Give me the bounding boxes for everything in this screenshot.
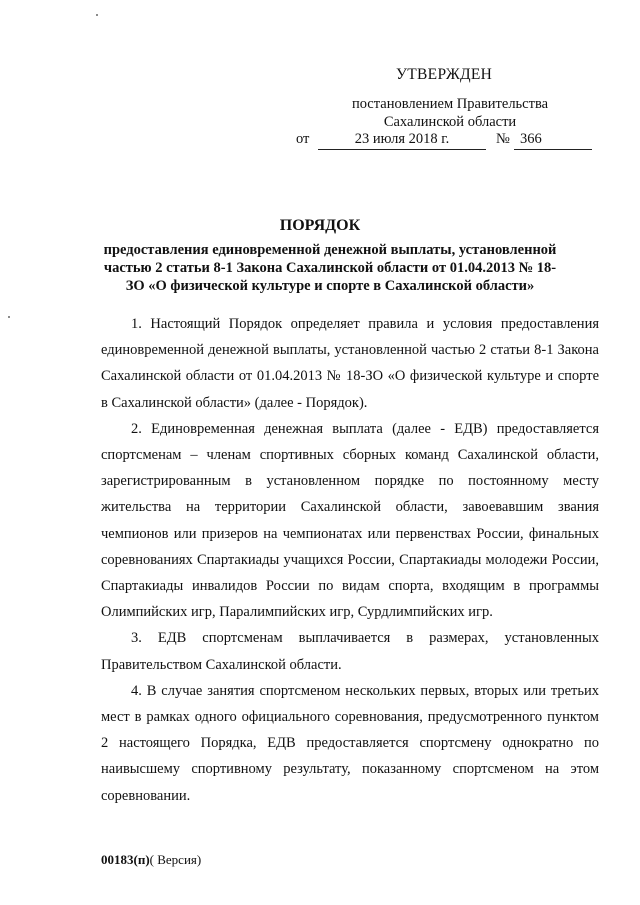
footer-doc-code: 00183(п) [101,852,150,867]
document-subtitle: предоставления единовременной денежной выплаты, установленной частью 2 статьи 8-1 Закона Сахалинской области от 01.04.2013 № 18-ЗО «О физической культуре и спорте в Сахалинской области» [103,242,557,294]
footer-version: ( Версия) [149,852,202,867]
number-label: № [496,131,510,147]
paragraph-3: 3. ЕДВ спортсменам выплачивается в размерах, установленных Правительством Сахалинской области. [101,630,599,673]
paragraph-1: 1. Настоящий Порядок определяет правила и условия предоставления единовременной денежной выплаты, установленной частью 2 статьи 8-1 Закона Сахалинской области от 01.04.2013 № 18-ЗО «О физической культуре и спорте в Сахалинской области» (далее - Порядок). [101,316,599,411]
scan-speck [8,316,10,318]
paragraph-4: 4. В случае занятия спортсменом нескольких первых, вторых или третьих мест в рамках одного официального соревнования, предусмотренного пунктом 2 настоящего Порядка, ЕДВ предоставляется спортсмену однократно по наивысшему спортивному результату, показанному спортсменом на этом соревновании. [101,682,599,804]
approval-date-row [296,131,596,151]
document-title: ПОРЯДОК [279,217,361,234]
scan-speck [96,14,98,16]
approval-line-1: постановлением Правительства [351,96,549,112]
approval-title: УТВЕРЖДЕН [396,66,493,83]
approval-date: 23 июля 2018 г. [318,131,486,150]
approval-number: 366 [514,131,592,150]
from-label: от [296,131,310,147]
approval-line-2: Сахалинской области [383,114,517,130]
footer-code [101,852,201,868]
paragraph-2: 2. Единовременная денежная выплата (далее - ЕДВ) предоставляется спортсменам – членам спортивных сборных команд Сахалинской области, зарегистрированным в установленном порядке по постоянному месту жительства на территории Сахалинской области, завоевавшим звания чемпионов или призеров на чемпионатах или первенствах России, финальных соревнованиях Спартакиады учащихся России, Спартакиады молодежи России, Спартакиады инвалидов России по видам спорта, входящим в программы Олимпийских игр, Паралимпийских игр, Сурдлимпийских игр. [101,420,599,621]
document-body [101,311,599,809]
